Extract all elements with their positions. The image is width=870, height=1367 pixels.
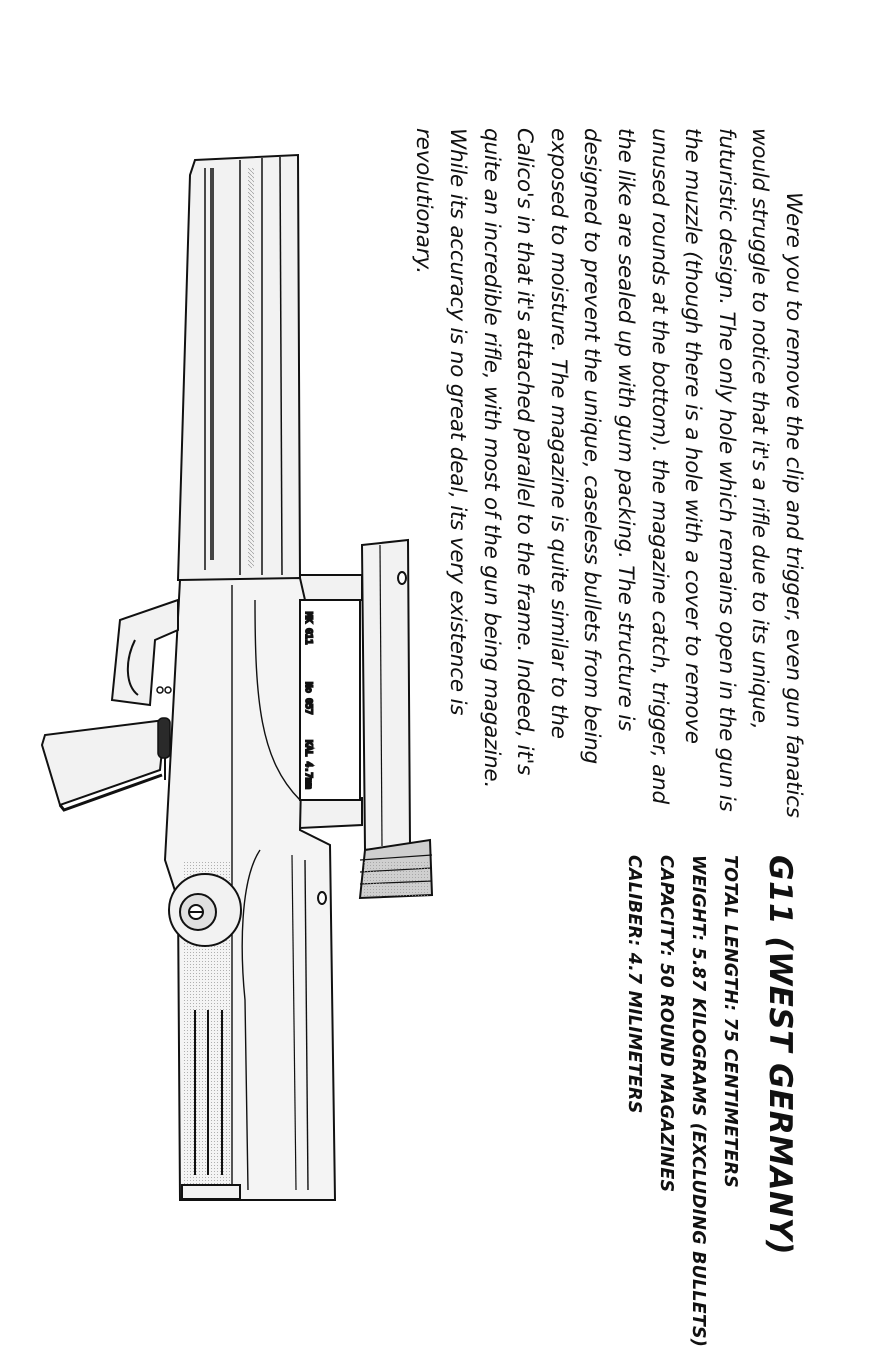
- spec-weight: WEIGHT: 5.87 KILOGRAMS (EXCLUDING BULLETS): [688, 855, 708, 1348]
- spec-total-length: TOTAL LENGTH: 75 CENTIMETERS: [720, 855, 740, 1188]
- description-text: [407, 128, 810, 818]
- spec-caliber: CALIBER: 4.7 MILIMETERS: [624, 855, 644, 1114]
- spec-title: G11 (WEST GERMANY): [762, 855, 798, 1256]
- spec-block: [618, 855, 802, 1348]
- marking-caliber: KAL 4.7mm: [303, 740, 313, 789]
- spec-capacity: CAPACITY: 50 ROUND MAGAZINES: [656, 855, 676, 1193]
- description-paragraph: Were you to remove the clip and trigger, even gun fanatics would struggle to notice that it's a rifle due to its unique, futuristic design. The only hole which remains open in the gun is the muzzle (though there is a hole with a cover to remove unused rounds at the bottom). the magazine catch, trigger, and the like are sealed up with gum packing. The structure is designed to prevent the unique, caseless bullets from being exposed to moisture. The magazine is quite similar to the Calico's in that it's attached parallel to the frame. Indeed, it's quite an incredible rifle, with most of the gun being magazine. While its accuracy is no great deal, its very existence is revolutionary.: [411, 128, 806, 818]
- marking-number: No 057: [303, 682, 313, 715]
- marking-model: MK G11: [303, 612, 313, 645]
